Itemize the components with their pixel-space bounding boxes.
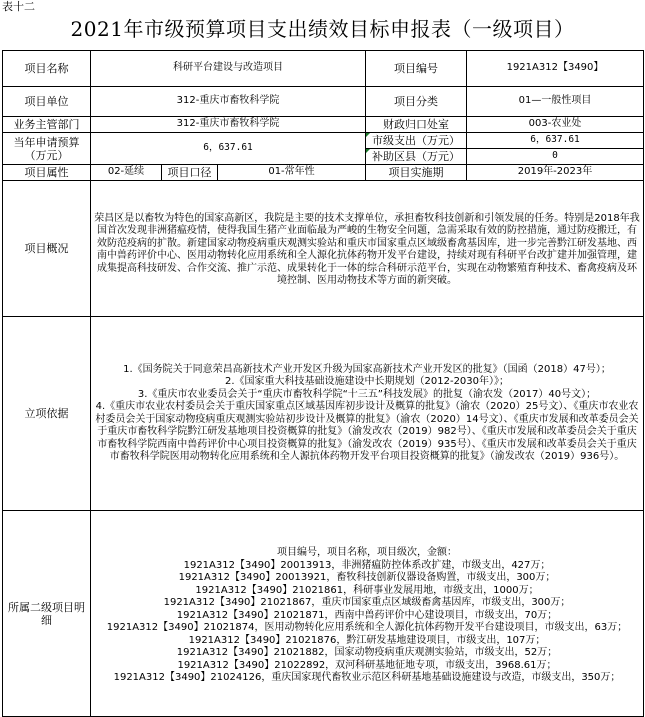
- overview-label: 项目概况: [3, 181, 91, 317]
- county-subsidy-value: 0: [467, 149, 644, 165]
- basis-item: 1.《国务院关于同意荣昌高新技术产业开发区升级为国家高新技术产业开发区的批复》（国函（2018）47号）；: [123, 363, 611, 375]
- city-expense-label: 市级支出（万元）: [366, 133, 467, 149]
- detail-item: 1921A312【3490】21021876，黔江研发基地建设项目，市级支出，107万；: [188, 634, 546, 646]
- project-category-value: 01—一般性项目: [467, 87, 644, 117]
- detail-item: 1921A312【3490】20013921，畜牧科技创新仪器设备购置，市级支出，300万；: [178, 572, 556, 584]
- project-attr-label: 项目属性: [3, 165, 91, 181]
- project-attr-value: 02-延续: [91, 165, 162, 181]
- city-expense-value: 6，637.61: [467, 133, 644, 149]
- supervisor-dept-value: 312-重庆市畜牧科学院: [91, 117, 366, 133]
- sheet-label: 表十二: [2, 0, 35, 13]
- project-scope-value: 01-常年性: [218, 165, 366, 181]
- project-code-label: 项目编号: [366, 51, 467, 87]
- overview-text: 荣昌区是以畜牧为特色的国家高新区，我院是主要的技术支撑单位，承担畜牧科技创新和引领发展的任务。特别是2018年我国首次发现非洲猪瘟疫情，使得我国生猪产业面临最为严峻的生物安全问题，急需采取有效的防控措施，通过防疫搬迁，有效防范疫病的扩散。新建国家动物疫病重庆观测实验站和重庆市国家重点区域级畜禽基因库，进一步完善黔江研发基地、西南中兽药评价中心、医用动物转化应用系统和全人源化抗体药物开发平台建设，持续对现有科研平台改扩建并加强管理，建成集提高科技研发、合作交流、推广示范、成果转化于一体的综合科研示范平台，实现在动物繁殖育种技术、畜禽疫病及环境控制、医用动物技术等方面的新突破。: [94, 212, 640, 286]
- finance-office-label: 财政归口处室: [366, 117, 467, 133]
- basis-item: 2.《国家重大科技基础设施建设中长期规划（2012-2030年）》；: [224, 376, 510, 387]
- project-name-value: 科研平台建设与改造项目: [91, 51, 366, 87]
- budget-label: 当年申请预算（万元）: [3, 133, 91, 165]
- project-category-label: 项目分类: [366, 87, 467, 117]
- project-code-value: 1921A312【3490】: [467, 51, 644, 87]
- basis-label: 立项依据: [3, 317, 91, 511]
- basis-item: 4.《重庆市农业农村委员会关于重庆国家重点区域基因库初步设计及概算的批复》（渝农（2020）25号文）、《重庆市农业农村委员会关于国家动物疫病重庆观测实验站初步设计及概算的批复》（渝农（2020）14号文）、《重庆市发展和改革委员会关于重庆市畜牧科学院黔江研发基地项目投资概算的批复》（渝发改农（2019）982号）、《重庆市发展和改革委员会关于重庆市畜牧科学院西南中兽药评价中心项目投资概算的批复》（渝发改农（2019）935号）、《重庆市发展和改革委员会关于重庆市畜牧科学院医用动物转化应用系统和全人源抗体药物开发平台项目投资概算的批复》（渝发改农（2019）936号）。: [95, 401, 639, 462]
- project-scope-label: 项目口径: [162, 165, 218, 181]
- page-title: 2021年市级预算项目支出绩效目标申报表（一级项目）: [70, 17, 575, 41]
- detail-item: 1921A312【3490】21021867，重庆市国家重点区域级畜禽基因库，市级支出，300万；: [163, 597, 571, 609]
- county-subsidy-label: 补助区县（万元）: [366, 149, 467, 165]
- project-name-label: 项目名称: [3, 51, 91, 87]
- basis-item: 3.《重庆市农业委员会关于“重庆市畜牧科学院“十三五”科技发展》的批复（渝农发（2017）40号文）；: [137, 388, 597, 400]
- detail-item: 1921A312【3490】21021861，科研事业发展用地，市级支出，1000万；: [195, 584, 539, 596]
- project-unit-value: 312-重庆市畜牧科学院: [91, 87, 366, 117]
- detail-item: 1921A312【3490】21024126，重庆国家现代畜牧业示范区科研基地基础设施建设与改造，市级支出，350万；: [113, 672, 621, 684]
- performance-table: [2, 50, 644, 717]
- detail-item: 1921A312【3490】21022892，双河科研基地征地专项，市级支出，3968.61万；: [177, 659, 557, 671]
- impl-period-label: 项目实施期: [366, 165, 467, 181]
- detail-header: 项目编号，项目名称，项目级次，金额：: [277, 547, 457, 559]
- detail-item: 1921A312【3490】21021871，西南中兽药评价中心建设项目，市级支出，70万；: [176, 609, 558, 621]
- detail-label: 所属二级项目明细: [3, 511, 91, 717]
- budget-value: 6，637.61: [91, 133, 366, 165]
- detail-item: 1921A312【3490】21021874，医用动物转化应用系统和全人源化抗体药物开发平台建设项目，市级支出，63万；: [106, 622, 628, 634]
- supervisor-dept-label: 业务主管部门: [3, 117, 91, 133]
- detail-item: 1921A312【3490】21021882，国家动物疫病重庆观测实验站，市级支出，52万；: [176, 647, 558, 659]
- project-unit-label: 项目单位: [3, 87, 91, 117]
- impl-period-value: 2019年-2023年: [467, 165, 644, 181]
- detail-item: 1921A312【3490】20013913，非洲猪瘟防控体系改扩建，市级支出，427万；: [183, 559, 551, 571]
- finance-office-value: 003-农业处: [467, 117, 644, 133]
